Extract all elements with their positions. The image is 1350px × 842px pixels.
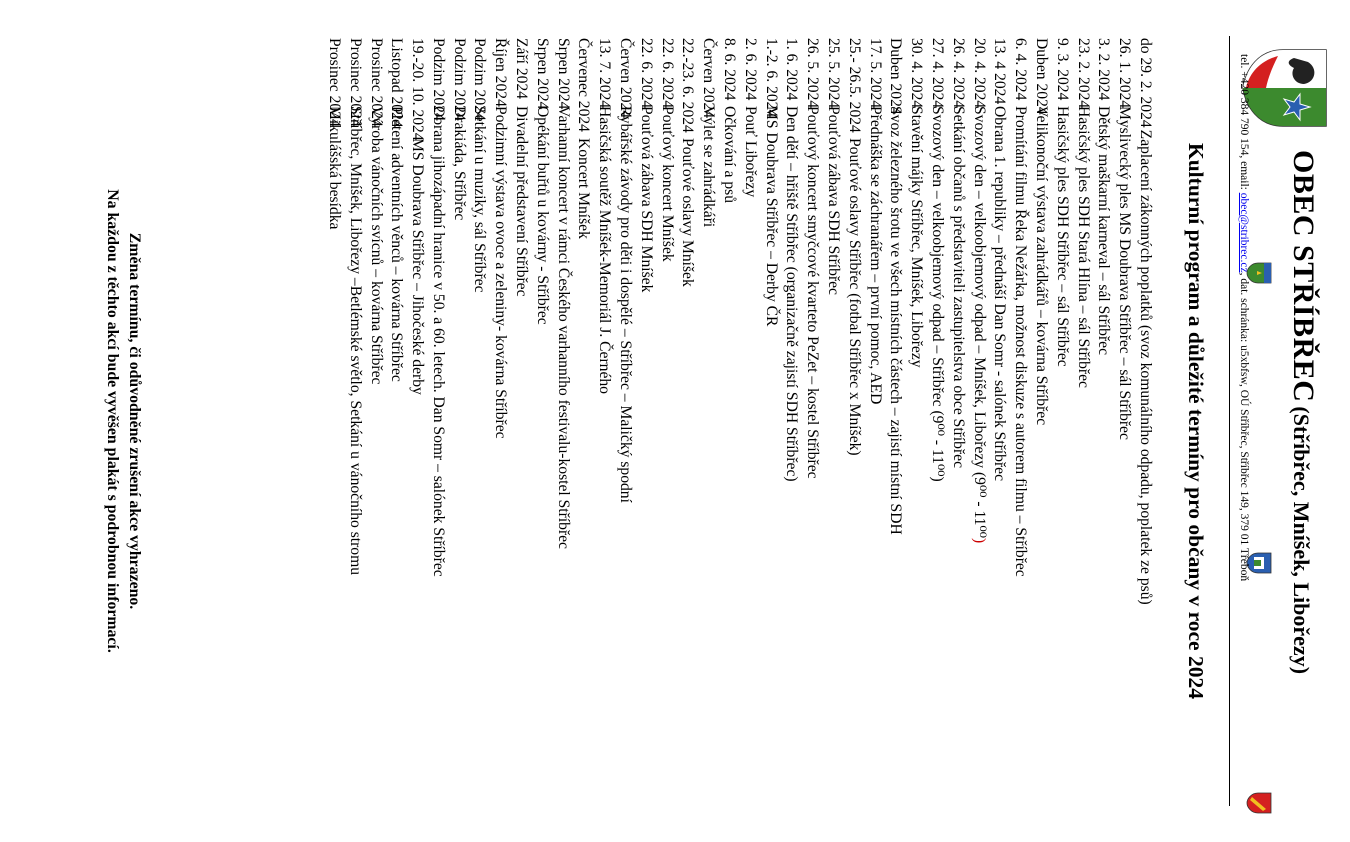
event-date: 3. 2. 2024 (1095, 38, 1113, 101)
event-description: Promítání filmu Řeka Nežárka, možnost diskuze s autorem filmu – Stříbřec (1012, 106, 1030, 577)
event-date: do 29. 2. 2024 (1137, 38, 1154, 128)
event-date: 26. 4. 2024 (949, 38, 967, 109)
event-description: Opékání buřtů u kovárny - Stříbřec (533, 106, 551, 325)
event-row (510, 0, 531, 842)
municipal-coat-of-arms (1242, 48, 1328, 128)
event-description: Svozový den – velkoobjemový odpad – Stříbřec (9⁰⁰ - 11⁰⁰) (929, 106, 947, 482)
event-description: Svoz železného šrotu ve všech místních částech – zajistí místní SDH (887, 106, 905, 535)
event-row (552, 0, 573, 842)
event-date: 26. 5. 2024 (804, 38, 822, 109)
event-date: 27. 4. 2024 (929, 38, 947, 109)
event-date: Červen 2024 (700, 38, 718, 119)
event-row (864, 0, 885, 842)
event-description: MS Doubrava Stříbřec – Derby ČR (762, 106, 780, 327)
event-row (323, 0, 344, 842)
event-row (781, 0, 802, 842)
event-date: 25.- 26.5. 2024 (845, 38, 863, 133)
event-list (323, 0, 1155, 842)
event-description: Pouťové oslavy Stříbřec (fotbal Stříbřec x Mníšek) (845, 138, 863, 456)
event-row (1113, 0, 1134, 842)
event-date: 8. 6. 2024 (721, 38, 739, 101)
event-description: Myslivecký ples MS Doubrava Stříbřec – sál Stříbřec (1116, 106, 1134, 440)
event-description: Velikonoční výstava zahrádkářů – kovárna Stříbřec (1033, 106, 1051, 426)
event-row (531, 0, 552, 842)
event-description: Pouťový koncert smyčcové kvarteto PeZet – kostel Stříbřec (804, 106, 822, 479)
event-date: 22. 6. 2024 (637, 38, 655, 109)
event-description: Den dětí – hřiště Stříbřec (organizačně zajistí SDH Stříbřec) (783, 106, 801, 482)
event-row (593, 0, 614, 842)
event-description: Svozový den – velkoobjemový odpad – Mníšek, Libořezy (9⁰⁰ - 11⁰⁰) (970, 106, 988, 544)
event-row (490, 0, 511, 842)
event-row (739, 0, 760, 842)
event-row (1009, 0, 1030, 842)
event-row (448, 0, 469, 842)
event-description: Stavění májky Stříbřec, Mníšek, Libořezy (908, 106, 926, 368)
event-description: Hasičský ples SDH Stará Hlína – sál Stříbřec (1074, 106, 1092, 388)
event-row (573, 0, 594, 842)
footer-note (101, 0, 145, 842)
event-date: Duben 2024 (887, 38, 905, 115)
event-date: Září 2024 (513, 38, 531, 100)
event-row (656, 0, 677, 842)
event-date: Srpen 2024 (554, 38, 572, 110)
event-row (926, 0, 947, 842)
event-date: 19.-20. 10. 2024 (409, 38, 427, 141)
event-description: Mikulášská besídka (325, 106, 343, 230)
event-date: 22. 6. 2024 (658, 38, 676, 109)
event-description: Zaplacení zákonných poplatků (svoz komunálního odpadu, poplatek ze psů) (1137, 129, 1154, 605)
event-row (386, 0, 407, 842)
event-row (1051, 0, 1072, 842)
event-description: Podzimní výstava ovoce a zeleniny- kovárna Stříbřec (492, 106, 510, 439)
event-description: Výlet se zahrádkáři (700, 106, 718, 228)
event-row (1072, 0, 1093, 842)
event-date: 2. 6. 2024 (741, 38, 759, 101)
event-date: 13. 4 2024 (991, 38, 1009, 105)
footer-line-1: Změna termínu, či odůvodněné zrušení akce vyhrazeno. (126, 232, 143, 610)
event-description: Přednáška se záchranářem – první pomoc, AED (866, 106, 884, 405)
event-row (1134, 0, 1155, 842)
event-row (614, 0, 635, 842)
event-date: Prosinec 2024 (325, 38, 343, 127)
event-row (801, 0, 822, 842)
contact-line (1238, 54, 1250, 581)
org-subtitle: (Stříbřec, Mníšek, Libořezy) (1289, 406, 1314, 675)
event-row (344, 0, 365, 842)
event-row (697, 0, 718, 842)
event-date: 22.-23. 6. 2024 (679, 38, 697, 133)
event-row (843, 0, 864, 842)
event-description: Pletení adventních věnců – kovárna Stříbřec (388, 106, 406, 382)
event-row (635, 0, 656, 842)
event-description: MS Doubrava Stříbřec – Jihočeské derby (409, 138, 427, 395)
event-row (968, 0, 989, 842)
event-row (677, 0, 698, 842)
event-description: Pouťové oslavy Mníšek (679, 138, 697, 287)
event-row (469, 0, 490, 842)
event-description: Setkání u muziky, sál Stříbřec (471, 106, 489, 293)
event-row (989, 0, 1010, 842)
footer-line-2: Na každou z těchto akcí bude vyvěšen plakát s podrobnou informací. (104, 189, 121, 653)
event-description: Hasičský ples SDH Stříbřec – sál Stříbřec (1053, 106, 1071, 367)
event-description: Stříbřec, Mníšek, Libořezy –Betlémské světlo, Setkání u vánočního stromu (346, 106, 364, 576)
email-link[interactable]: obec@stribrec.cz (1238, 192, 1250, 273)
event-row (718, 0, 739, 842)
event-description: Setkání občanů s představiteli zastupitelstva obce Stříbřec (949, 106, 967, 469)
event-date: Srpen 2024 (533, 38, 551, 110)
event-description: Drakiáda, Stříbřec (450, 106, 468, 221)
event-date: 17. 5. 2024 (866, 38, 884, 109)
event-date: Červenec 2024 (575, 38, 593, 132)
event-date: 26. 1. 2024 (1116, 38, 1134, 109)
org-heading (1286, 150, 1320, 674)
event-description: Pouťový koncert Mníšek (658, 106, 676, 262)
event-description: Hasičská soutěž Mníšek-Memoriál J. Černého (596, 106, 614, 394)
contact-suffix: , dat. schránka: u5xbfsw, OÚ Stříbřec, Stříbřec 149, 379 01 Třeboň (1238, 272, 1250, 582)
event-description: Obrana 1. republiky – přednáší Dan Somr - salónek Stříbřec (991, 106, 1009, 482)
event-date: Listopad 2024 (388, 38, 406, 128)
event-date: 13. 7. 2024 (596, 38, 614, 109)
event-row (1030, 0, 1051, 842)
event-date: 30. 4. 2024 (908, 38, 926, 109)
event-description: Rybářské závody pro děti i dospělé – Stříbřec – Maličký spodní (617, 106, 635, 503)
header-divider (1229, 36, 1230, 806)
event-date: Duben 2024 (1033, 38, 1051, 115)
event-row (822, 0, 843, 842)
event-row (1093, 0, 1114, 842)
event-row (760, 0, 781, 842)
event-date: 1. 6. 2024 (783, 38, 801, 101)
event-row (406, 0, 427, 842)
org-title: OBEC STŘÍBŘEC (1287, 150, 1320, 403)
event-date: 25. 5. 2024 (825, 38, 843, 109)
event-date: Podzim 2024 (450, 38, 468, 121)
event-description-suffix: ) (970, 537, 988, 544)
event-row (365, 0, 386, 842)
event-date: Říjen 2024 (492, 38, 510, 107)
event-row (905, 0, 926, 842)
event-description: Pouť Libořezy (741, 106, 759, 198)
event-description: Koncert Mníšek (575, 138, 593, 239)
event-description: Očkování a psů (721, 106, 739, 204)
event-description: Divadelní představení Stříbřec (513, 106, 531, 297)
event-date: Podzim 2024 (429, 38, 447, 121)
document-title: Kulturní program a důležité termíny pro občany v roce 2024 (1184, 143, 1208, 699)
event-date: Prosinec 2024 (346, 38, 364, 127)
event-row (947, 0, 968, 842)
event-description: Výroba vánočních svícnů – kovárna Stříbřec (367, 106, 385, 385)
event-date: Červen 2024 (617, 38, 635, 119)
event-row (885, 0, 906, 842)
event-date: 20. 4. 2024 (970, 38, 988, 109)
event-date: Prosinec 2024 (367, 38, 385, 127)
event-date: 9. 3. 2024 (1053, 38, 1071, 101)
contact-prefix: tel. +420 384 790 154, email: (1238, 54, 1250, 193)
event-description: Varhanní koncert v rámci Českého varhanního festivalu-kostel Stříbřec (554, 106, 572, 549)
event-row (427, 0, 448, 842)
event-date: 1.-2. 6. 2024 (762, 38, 780, 118)
event-description: Pouťová zábava SDH Stříbřec (825, 106, 843, 295)
event-description: Pouťová zábava SDH Mníšek (637, 106, 655, 293)
event-date: 23. 2. 2024 (1074, 38, 1092, 109)
event-date: Podzim 2024 (471, 38, 489, 121)
crest-liborezy-icon (1246, 792, 1272, 814)
event-date: 6. 4. 2024 (1012, 38, 1030, 101)
event-description: Obrana jihozápadní hranice v 50. a 60. letech. Dan Somr – salónek Stříbřec (429, 106, 447, 577)
event-description: Dětský maškarní karneval – sál Stříbřec (1095, 106, 1113, 355)
